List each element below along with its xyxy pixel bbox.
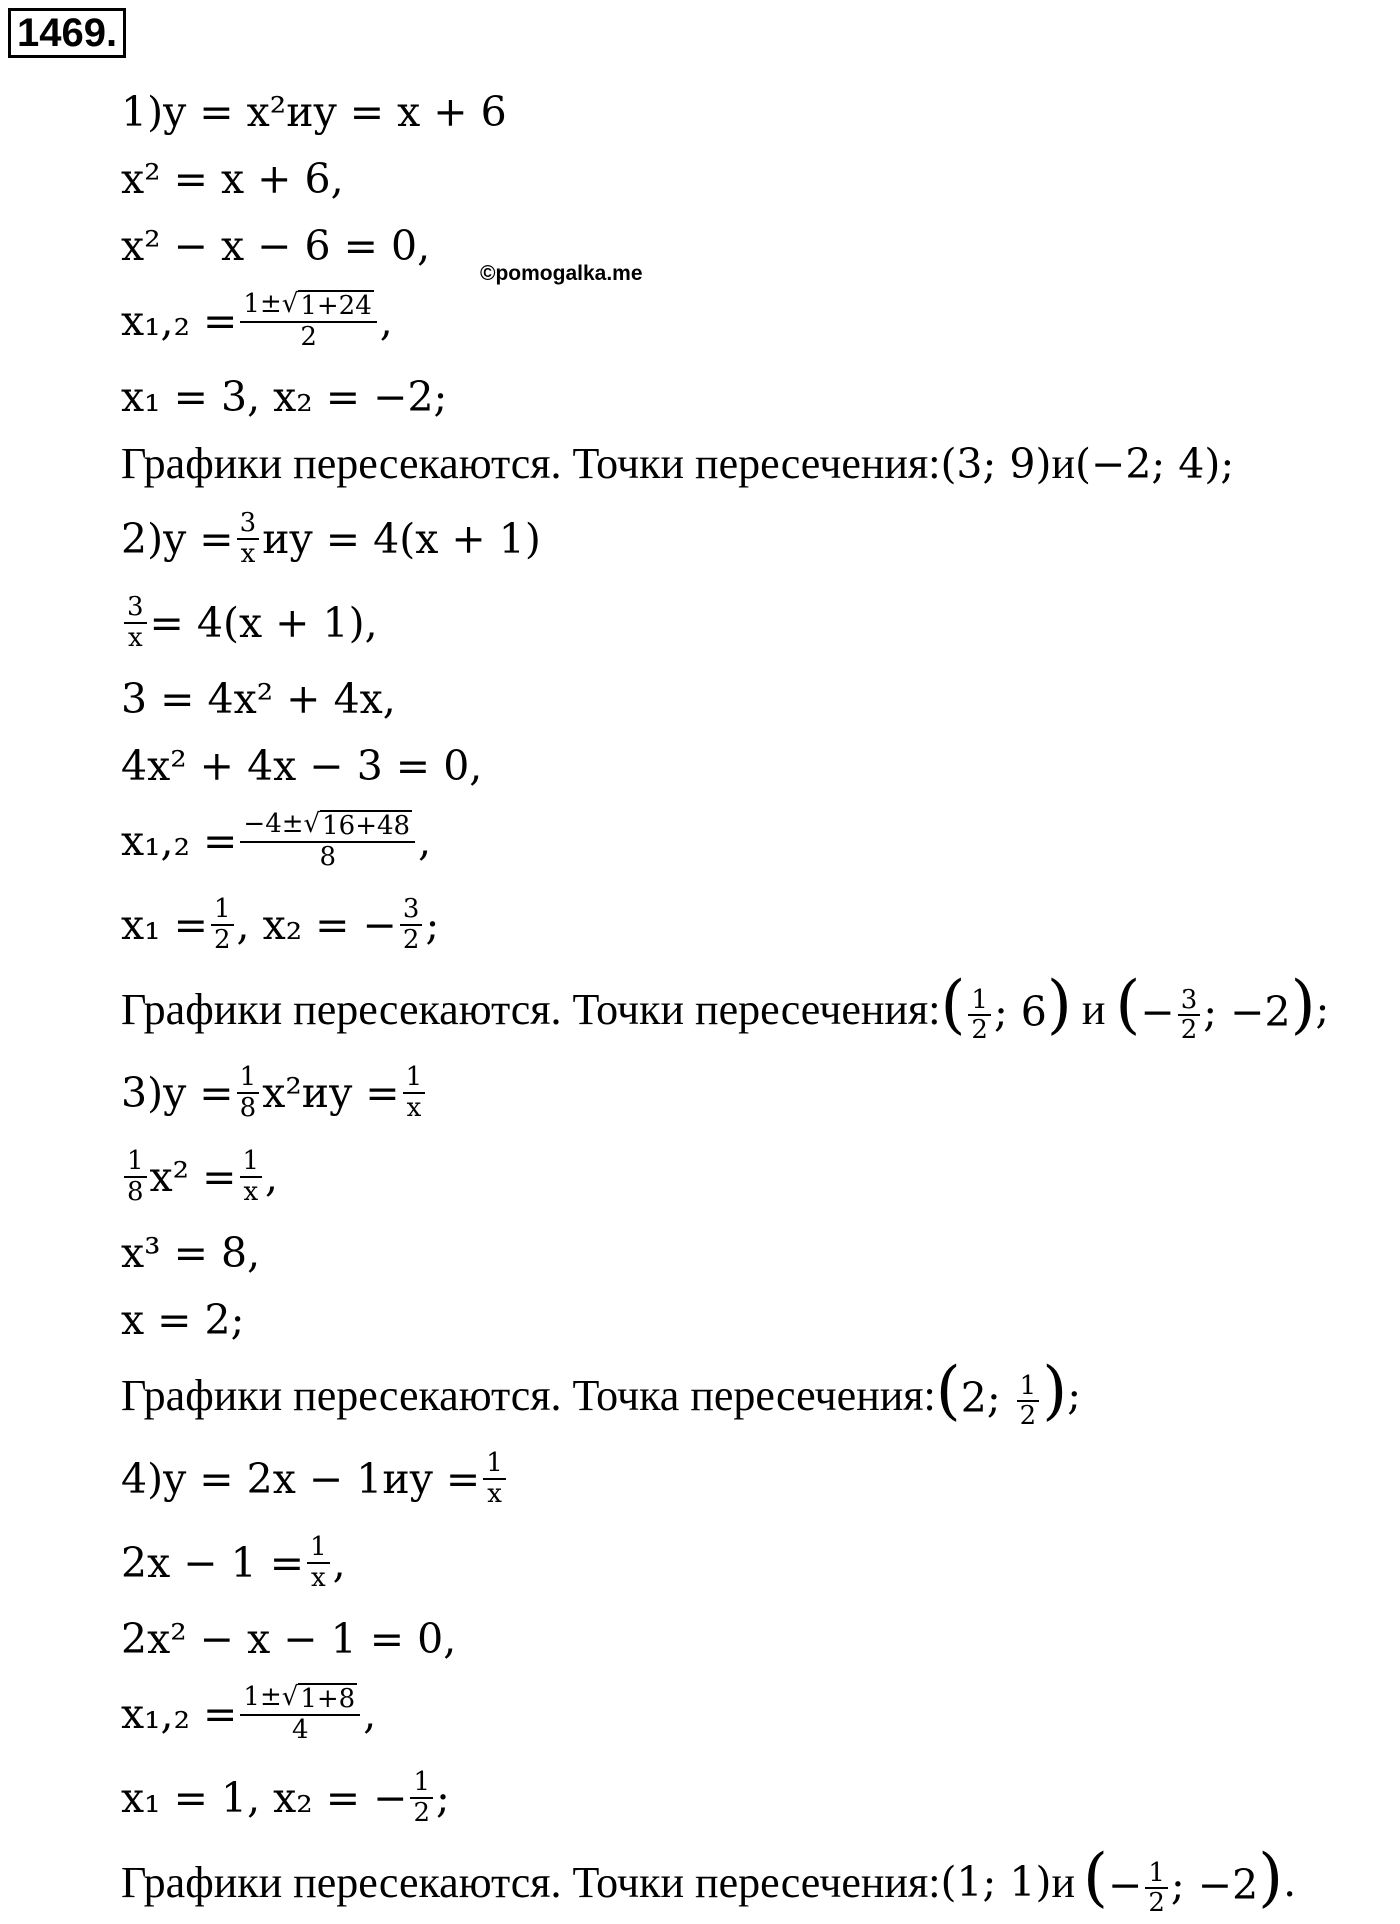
p2-conclusion [121,967,1391,1051]
solution [121,78,1391,1924]
point: (2; $\frac{1}{2}$ ) [935,1353,1068,1432]
denominator: x [311,1563,326,1593]
fraction [400,895,423,954]
conjunction: и [1081,984,1106,1034]
denominator: 2 [1180,1015,1198,1046]
p3-heading [121,1051,1391,1135]
problem-number: 1469. [8,8,126,58]
conjunction: и [1051,439,1075,488]
formula: y = [163,1069,234,1117]
fraction [403,1063,426,1122]
denominator: 8 [239,1093,257,1123]
p1-roots-formula [121,279,1391,363]
fraction [483,1449,506,1508]
p2-roots [121,883,1391,967]
conjunction: и [262,515,290,563]
point-rest: ; −2 [1170,1860,1259,1909]
root-1: x₁ = [121,901,208,949]
p4-roots-formula [121,1672,1391,1756]
formula: x² [262,1069,302,1117]
part-label: 3) [121,1069,164,1117]
watermark: ©pomogalka.me [480,262,643,285]
fraction [124,1147,147,1206]
denominator: 2 [1148,1888,1165,1919]
fraction [240,1147,263,1206]
p4-equation: 2x² − x − 1 = 0, [121,1614,457,1663]
p1-equation: x² − x − 6 = 0, [121,221,431,270]
point-x: 2; [960,1373,1014,1422]
conjunction: и [286,87,314,136]
denominator: 8 [127,1177,144,1207]
conclusion-text: Графики пересекаются. Точки пересечения: [121,984,941,1034]
point: (− $\frac{1}{2}$ ; −2) [1083,1840,1284,1919]
punct: . [1283,1858,1297,1906]
denominator: 2 [1019,1401,1037,1432]
point: (−2; 4); [1075,439,1235,488]
point: ( $\frac{1}{2}$ ; 6) [940,967,1072,1046]
p1-heading [121,78,1391,145]
fraction [240,1683,360,1744]
denominator: 2 [213,925,231,955]
numerator: 1 [483,1449,506,1480]
denominator: 2 [402,925,420,955]
p2-heading [121,497,1391,581]
formula: y = x² [163,87,287,136]
lhs: 2x − 1 = [121,1539,305,1587]
denominator: 2 [413,1798,431,1828]
punct: ; [1315,985,1330,1033]
numerator: 1 [211,895,234,926]
numerator [240,290,376,323]
roots: x₁ = 1, x₂ = − [121,1774,408,1822]
numerator: 1 [403,1063,426,1094]
denominator: 8 [319,842,337,872]
p2-equation: 3 = 4x² + 4x, [121,674,396,723]
conclusion-text: Графики пересекаются. Точки пересечения: [121,1857,941,1907]
p3-equation [121,1135,1391,1219]
radicand: 16+48 [322,811,411,842]
num-a: 1±√ [243,1682,299,1713]
numerator: 1 [1145,1859,1168,1890]
numerator: 1 [1017,1372,1040,1403]
p2-equation [121,581,1391,665]
punct: , [265,1153,279,1201]
punct: , [363,1690,377,1738]
numerator [240,1683,360,1716]
punct: , [418,817,432,865]
numerator: 1 [968,986,991,1017]
denominator: x [487,1479,502,1509]
punct: , [379,297,393,345]
p4-equation [121,1521,1391,1605]
p3-root: x = 2; [121,1295,245,1344]
formula: y = x + 6 [313,87,507,136]
part-label: 1) [121,87,164,136]
denominator: x [127,623,143,653]
denominator: x [406,1093,422,1123]
numerator [240,810,415,843]
denominator: 2 [300,322,317,352]
p2-equation: 4x² + 4x − 3 = 0, [121,741,483,790]
sign: − [1107,1860,1143,1909]
fraction [410,1768,433,1827]
punct: ; [1067,1371,1082,1419]
p1-conclusion [121,430,1391,497]
fraction [307,1533,330,1592]
p1-roots: x₁ = 3, x₂ = −2; [121,372,448,421]
p3-equation: x³ = 8, [121,1228,261,1277]
conjunction: и [382,1455,410,1503]
conjunction: и [1051,1857,1075,1907]
part-label: 2) [121,515,164,563]
punct: ; [425,901,440,949]
p1-equation: x² = x + 6, [121,154,344,203]
point: (3; 9) [940,439,1052,488]
p4-heading [121,1437,1391,1521]
punct: , [332,1539,346,1587]
formula: y = [329,1069,400,1117]
sign: − [1140,987,1175,1036]
denominator: 2 [971,1015,988,1046]
point-rest: ; 6 [993,987,1047,1036]
p2-roots-formula [121,799,1391,883]
numerator: 1 [124,1147,147,1178]
numerator: 3 [124,593,147,624]
fraction [240,290,376,351]
numerator: 3 [237,509,260,540]
lhs: x₁,₂ = [121,1690,238,1738]
punct: ; [436,1774,450,1822]
formula: y = 2x − 1 [163,1455,383,1503]
root-2: , x₂ = − [236,901,397,949]
point-rest: ; −2 [1203,987,1291,1036]
num-a: 1±√ [243,289,299,320]
num-a: −4±√ [243,809,321,840]
formula: y = [163,515,234,563]
p3-conclusion [121,1353,1391,1437]
radicand: 1+8 [300,1684,356,1715]
conclusion-text: Графики пересекаются. Точки пересечения: [121,439,941,488]
formula: y = [409,1455,481,1503]
fraction [240,810,415,871]
numerator: 3 [1178,986,1201,1017]
lhs: x₁,₂ = [121,297,238,345]
point: (1; 1) [940,1858,1052,1906]
lhs: x₁,₂ = [121,817,238,865]
numerator: 1 [237,1063,260,1094]
fraction [237,1063,260,1122]
fraction [237,509,260,568]
equation-mid: x² = [149,1153,237,1201]
part-label: 4) [121,1455,164,1503]
denominator: 4 [292,1715,309,1745]
fraction [211,895,234,954]
formula: y = 4(x + 1) [289,515,541,563]
fraction [124,593,147,652]
conclusion-text: Графики пересекаются. Точка пересечения: [121,1370,936,1420]
radicand: 1+24 [300,291,372,322]
p4-conclusion [121,1840,1391,1924]
numerator: 1 [410,1768,433,1799]
denominator: x [243,1177,259,1207]
numerator: 1 [307,1533,330,1564]
denominator: x [240,539,256,569]
numerator: 3 [400,895,423,926]
numerator: 1 [240,1147,263,1178]
conjunction: и [301,1069,330,1117]
rhs: = 4(x + 1), [149,599,378,647]
p4-roots [121,1756,1391,1840]
point: (− $\frac{3}{2}$ ; −2) [1115,967,1316,1046]
